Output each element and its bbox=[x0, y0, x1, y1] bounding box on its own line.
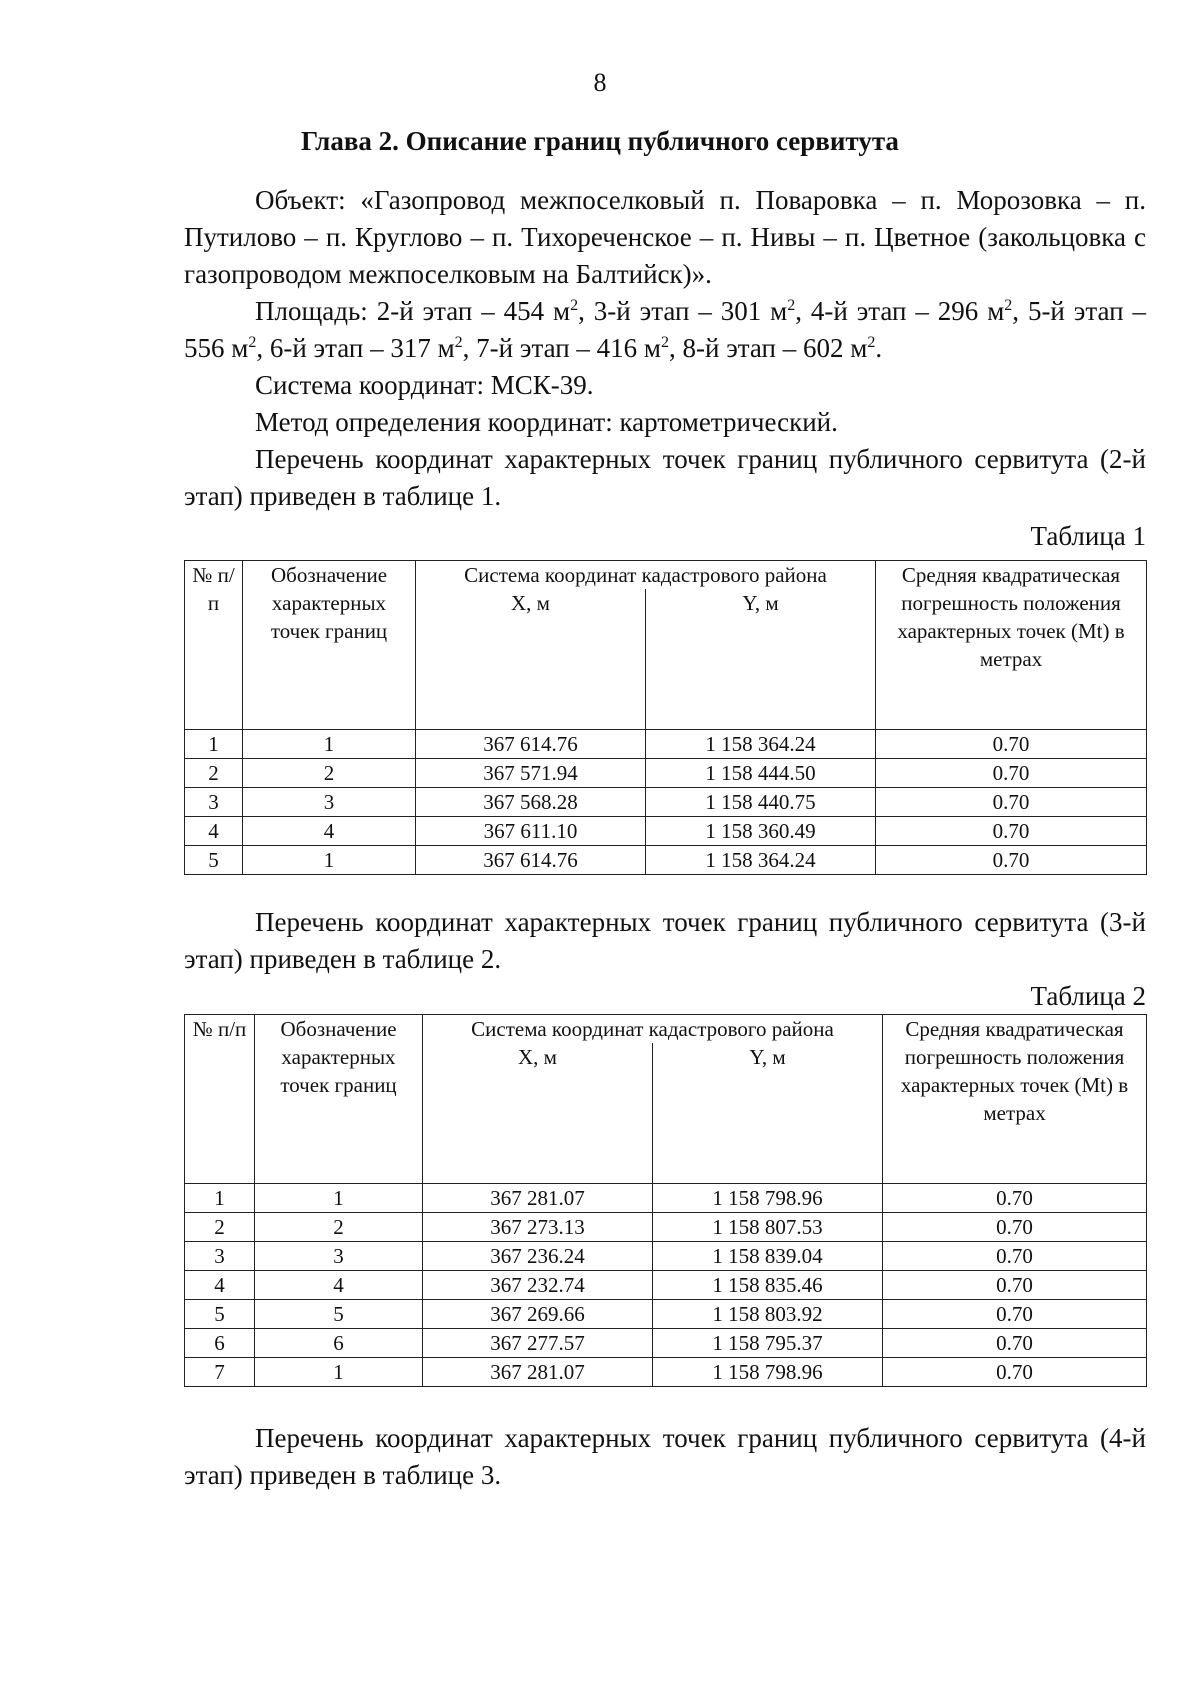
y-cell: 1 158 364.24 bbox=[646, 730, 876, 759]
designation-cell: 1 bbox=[255, 1358, 423, 1387]
table-row bbox=[185, 730, 1147, 759]
y-cell: 1 158 440.75 bbox=[646, 788, 876, 817]
y-cell: 1 158 798.96 bbox=[653, 1358, 883, 1387]
y-cell: 1 158 795.37 bbox=[653, 1329, 883, 1358]
table-row bbox=[185, 1329, 1147, 1358]
list-intro-3: Перечень координат характерных точек границ публичного сервитута (4-й этап) приведен в таблице 3. bbox=[184, 1423, 1146, 1490]
y-cell: 1 158 444.50 bbox=[646, 759, 876, 788]
num-cell: 4 bbox=[185, 1271, 255, 1300]
x-cell: 367 232.74 bbox=[423, 1271, 653, 1300]
intro-block bbox=[184, 182, 1146, 515]
num-cell: 2 bbox=[185, 759, 243, 788]
num-cell: 4 bbox=[185, 817, 243, 846]
error-cell: 0.70 bbox=[883, 1213, 1147, 1242]
table1-body bbox=[185, 730, 1147, 875]
num-cell: 1 bbox=[185, 730, 243, 759]
table1-header-y: Y, м bbox=[646, 589, 876, 730]
num-cell: 1 bbox=[185, 1184, 255, 1213]
error-cell: 0.70 bbox=[876, 730, 1147, 759]
table2-body bbox=[185, 1184, 1147, 1387]
num-cell: 7 bbox=[185, 1358, 255, 1387]
num-cell: 5 bbox=[185, 846, 243, 875]
x-cell: 367 571.94 bbox=[416, 759, 646, 788]
table2 bbox=[184, 1014, 1147, 1387]
table-row bbox=[185, 1213, 1147, 1242]
error-cell: 0.70 bbox=[883, 1300, 1147, 1329]
area-stage-8: 8-й этап – 602 $м^2$. bbox=[682, 333, 883, 363]
num-cell: 5 bbox=[185, 1300, 255, 1329]
table1-header-num: № п/п bbox=[185, 561, 243, 730]
coord-system-paragraph: Система координат: МСК-39. bbox=[255, 370, 594, 400]
y-cell: 1 158 839.04 bbox=[653, 1242, 883, 1271]
table-row bbox=[185, 817, 1147, 846]
area-paragraph bbox=[184, 293, 1146, 367]
table2-header-x: X, м bbox=[423, 1043, 653, 1184]
table-row bbox=[185, 759, 1147, 788]
designation-cell: 3 bbox=[255, 1242, 423, 1271]
designation-cell: 3 bbox=[243, 788, 416, 817]
error-cell: 0.70 bbox=[883, 1358, 1147, 1387]
error-cell: 0.70 bbox=[883, 1242, 1147, 1271]
table2-header-num: № п/п bbox=[185, 1015, 255, 1184]
chapter-title: Глава 2. Описание границ публичного сервитута bbox=[301, 126, 899, 156]
y-cell: 1 158 807.53 bbox=[653, 1213, 883, 1242]
area-stage-5: 5-й этап – 556 $м^2$, bbox=[184, 296, 1146, 363]
y-cell: 1 158 798.96 bbox=[653, 1184, 883, 1213]
error-cell: 0.70 bbox=[883, 1271, 1147, 1300]
table1-caption: Таблица 1 bbox=[1030, 521, 1146, 551]
error-cell: 0.70 bbox=[876, 759, 1147, 788]
table-row bbox=[185, 1184, 1147, 1213]
x-cell: 367 236.24 bbox=[423, 1242, 653, 1271]
error-cell: 0.70 bbox=[883, 1184, 1147, 1213]
x-cell: 367 281.07 bbox=[423, 1358, 653, 1387]
x-cell: 367 611.10 bbox=[416, 817, 646, 846]
table-row bbox=[185, 1300, 1147, 1329]
x-cell: 367 281.07 bbox=[423, 1184, 653, 1213]
y-cell: 1 158 803.92 bbox=[653, 1300, 883, 1329]
x-cell: 367 273.13 bbox=[423, 1213, 653, 1242]
designation-cell: 2 bbox=[255, 1213, 423, 1242]
error-cell: 0.70 bbox=[876, 817, 1147, 846]
num-cell: 3 bbox=[185, 788, 243, 817]
table2-header-designation: Обозначение характерных точек границ bbox=[255, 1015, 423, 1184]
area-stage-7: 7-й этап – 416 $м^2$, bbox=[476, 333, 683, 363]
x-cell: 367 568.28 bbox=[416, 788, 646, 817]
designation-cell: 5 bbox=[255, 1300, 423, 1329]
table1-header-designation: Обозначение характерных точек границ bbox=[243, 561, 416, 730]
area-stage-2: 2-й этап – 454 $м^2$, bbox=[376, 296, 594, 326]
table-row bbox=[185, 1271, 1147, 1300]
num-cell: 6 bbox=[185, 1329, 255, 1358]
method-paragraph: Метод определения координат: картометрический. bbox=[255, 407, 838, 437]
area-stage-3: 3-й этап – 301 $м^2$, bbox=[593, 296, 811, 326]
designation-cell: 2 bbox=[243, 759, 416, 788]
object-paragraph: Объект: «Газопровод межпоселковый п. Поваровка – п. Морозовка – п. Путилово – п. Круглово – п. Тихореченское – п. Нивы – п. Цветное (закольцовка с газопроводом межпоселковым на Балтийск)». bbox=[184, 185, 1146, 289]
designation-cell: 1 bbox=[255, 1184, 423, 1213]
designation-cell: 1 bbox=[243, 846, 416, 875]
table1-header-error: Средняя квадратическая погрешность положения характерных точек (Mt) в метрах bbox=[876, 561, 1147, 730]
table1 bbox=[184, 560, 1147, 875]
table-row bbox=[185, 1242, 1147, 1271]
num-cell: 3 bbox=[185, 1242, 255, 1271]
designation-cell: 4 bbox=[255, 1271, 423, 1300]
x-cell: 367 277.57 bbox=[423, 1329, 653, 1358]
y-cell: 1 158 364.24 bbox=[646, 846, 876, 875]
table2-caption: Таблица 2 bbox=[1030, 981, 1146, 1011]
list-intro-2-block bbox=[184, 904, 1146, 978]
table-row bbox=[185, 788, 1147, 817]
error-cell: 0.70 bbox=[876, 788, 1147, 817]
error-cell: 0.70 bbox=[876, 846, 1147, 875]
area-prefix: Площадь: bbox=[255, 296, 377, 326]
designation-cell: 1 bbox=[243, 730, 416, 759]
area-stage-6: 6-й этап – 317 $м^2$, bbox=[269, 333, 477, 363]
area-stage-4: 4-й этап – 296 $м^2$, bbox=[810, 296, 1028, 326]
table1-header-system: Система координат кадастрового района bbox=[416, 561, 876, 590]
x-cell: 367 614.76 bbox=[416, 730, 646, 759]
num-cell: 2 bbox=[185, 1213, 255, 1242]
table-row bbox=[185, 846, 1147, 875]
table2-header-error: Средняя квадратическая погрешность положения характерных точек (Mt) в метрах bbox=[883, 1015, 1147, 1184]
list-intro-1: Перечень координат характерных точек границ публичного сервитута (2-й этап) приведен в таблице 1. bbox=[184, 444, 1146, 511]
error-cell: 0.70 bbox=[883, 1329, 1147, 1358]
x-cell: 367 614.76 bbox=[416, 846, 646, 875]
x-cell: 367 269.66 bbox=[423, 1300, 653, 1329]
table1-header-x: X, м bbox=[416, 589, 646, 730]
y-cell: 1 158 360.49 bbox=[646, 817, 876, 846]
table-row bbox=[185, 1358, 1147, 1387]
y-cell: 1 158 835.46 bbox=[653, 1271, 883, 1300]
table2-header-system: Система координат кадастрового района bbox=[423, 1015, 883, 1044]
table2-header-y: Y, м bbox=[653, 1043, 883, 1184]
list-intro-3-block bbox=[184, 1420, 1146, 1494]
designation-cell: 4 bbox=[243, 817, 416, 846]
designation-cell: 6 bbox=[255, 1329, 423, 1358]
page-number: 8 bbox=[593, 68, 607, 97]
list-intro-2: Перечень координат характерных точек границ публичного сервитута (3-й этап) приведен в таблице 2. bbox=[184, 907, 1146, 974]
